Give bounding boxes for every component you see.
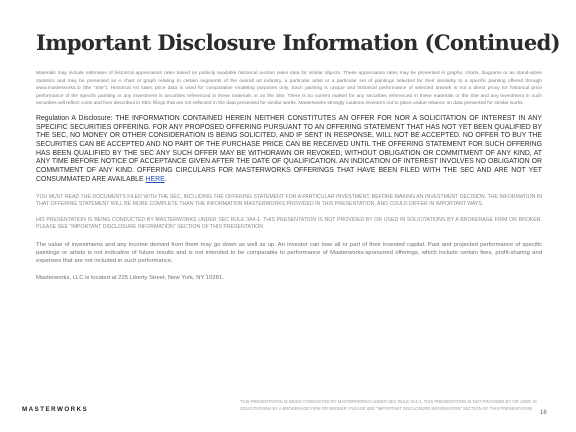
page-title: Important Disclosure Information (Continued) — [36, 30, 560, 55]
investment-value-disclosure: The value of investments and any income derived from them may go down as well as up. An investor can lose all or part of their invested capital. Past and projected performance of specific paintings or artists is not indicative of future results and is not intended to be comparable to performance of Masterworks-sponsored offerings, which include certain fees, profit-sharing and expenses that are not included in such performance. — [36, 241, 542, 264]
regulation-tail: . — [164, 175, 167, 183]
regulation-a-disclosure — [36, 115, 542, 185]
appreciation-disclosure: Materials may include estimates of historical appreciation rates based on publicly available historical auction sales data for similar objects. These appreciation rates may be presented in graphs, charts, diagrams or as stand-alone statistics and may be presented as A chart or graph relating to certain segments of the overall art industry, a particular artist or a particular set of paintings selected for their similarity to a specific painting offered through www.masterworks.io (the "Site"). Historical Art sales price data is used for comparative modeling purposes only. Each painting is unique and historical performance of selected artwork is not a direct proxy for historical price performance of the specific painting or any investment in securities referenced in these materials or on the Site. There is no current market for any securities referenced in these materials or the Site and any investment in such securities will reflect costs and fees described in SEC filings that are not reflected in the data presented for similar works. Masterworks strongly cautions investors not to place undue reliance on data presented for similar works. — [36, 71, 542, 107]
disclosure-body — [36, 70, 542, 291]
regulation-text: THE INFORMATION CONTAINED HEREIN NEITHER CONSTITUTES AN OFFER FOR NOR A SOLICITATION OF INTEREST IN ANY SPECIFIC SECURITIES OFFERING. FOR ANY PROPOSED OFFERING PURSUANT TO AN OFFERING STATEMENT THAT HAS NOT YET BEEN QUALIFIED BY THE SEC, NO MONEY OR OTHER CONSIDERATION IS BEING SOLICITED, AND IF SENT IN RESPONSE, WILL NOT BE ACCEPTED. NO OFFER TO BUY THE SECURITIES CAN BE ACCEPTED AND NO PART OF THE PURCHASE PRICE CAN BE RECEIVED UNTIL THE OFFERING STATEMENT FOR SUCH OFFERING HAS BEEN QUALIFIED BY THE SEC ANY SUCH OFFER MAY BE WITHDRAWN OR REVOKED, WITHOUT OBLIGATION OR COMMITMENT OF ANY KIND, AT ANY TIME BEFORE NOTICE OF ACCEPTANCE GIVEN AFTER THE DATE OF QUALIFICATION. AN INDICATION OF INTEREST INVOLVES NO OBLIGATION OR COMMITMENT OF ANY KIND. OFFERING CIRCULARS FOR MASTERWORKS OFFERINGS THAT HAVE BEEN FILED WITH THE SEC AND ARE NOT YET CONSUMMATED ARE AVAILABLE — [36, 114, 542, 183]
company-address: Masterworks, LLC is located at 225 Liberty Street, New York, NY 10281. — [36, 275, 224, 282]
page-number: 16 — [540, 410, 547, 416]
must-read-disclosure: YOU MUST READ THE DOCUMENTS FILED WITH THE SEC, INCLUDING THE OFFERING STATEMENT FOR A PARTICULAR INVESTMENT, BEFORE MAKING AN INVESTMENT DECISION. THE INFORMATION IN THAT OFFERING STATEMENT WILL BE MORE COMPLETE THAN THE INFORMATION MASTERWORKS PROVIDED IN THIS PRESENTATION, AND COULD DIFFER IN IMPORTANT WAYS. — [36, 193, 542, 207]
regulation-label: Regulation A Disclosure: — [36, 114, 113, 122]
offering-circulars-link[interactable]: HERE — [145, 175, 165, 183]
masterworks-logo: MASTERWORKS — [22, 406, 89, 413]
presentation-disclosure: HIS PRESENTATION IS BEING CONDUCTED BY MASTERWORKS UNDER SEC RULE 3A4-1. THIS PRESENTATION IS NOT PROVIDED BY OR USED IN SOLICITATIONS BY A BROKERAGE FIRM OR BROKER. PLEASE SEE "IMPORTANT DISCLOSURE INFORMATION" SECTION OF THIS PRESENTATION — [36, 217, 542, 231]
footer-disclaimer: THIS PRESENTATION IS BEING CONDUCTED BY MASTERWORKS UNDER SEC RULE 3A4-1. THIS PRESENTATION IS NOT PROVIDED BY OR USED IN SOLICITATIONS BY A BROKERAGE FIRM OR BROKER. PLEASE SEE "IMPORTANT DISCLOSURE INFORMATION" SECTION OF THIS PRESENTATION — [240, 399, 537, 411]
